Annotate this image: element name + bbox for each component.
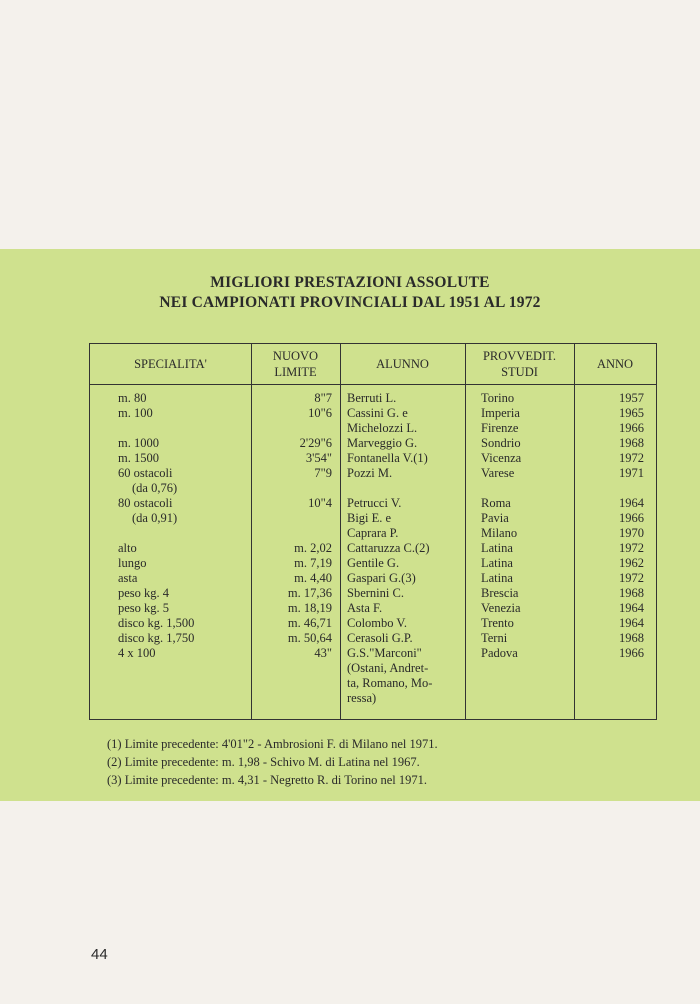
cell-limite: 43" xyxy=(314,646,332,660)
cell-anno: 1962 xyxy=(619,556,644,570)
cell-anno: 1966 xyxy=(619,646,644,660)
cell-provveditorato: Vicenza xyxy=(481,451,522,465)
cell-provveditorato: Latina xyxy=(481,556,513,570)
cell-anno: 1970 xyxy=(619,526,644,540)
header-provveditorato-line2: STUDI xyxy=(501,365,538,379)
cell-anno: 1964 xyxy=(619,601,644,615)
cell-anno: 1964 xyxy=(619,616,644,630)
header-anno: ANNO xyxy=(596,357,634,371)
cell-provveditorato: Varese xyxy=(481,466,515,480)
records-table xyxy=(89,343,657,720)
cell-provveditorato: Terni xyxy=(481,631,508,645)
cell-provveditorato: Brescia xyxy=(481,586,519,600)
cell-limite: m. 18,19 xyxy=(287,601,332,615)
cell-alunno: Gaspari G.(3) xyxy=(347,571,416,585)
cell-specialita: alto xyxy=(118,541,137,555)
cell-anno: 1966 xyxy=(619,511,644,525)
cell-limite: m. 46,71 xyxy=(287,616,332,630)
cell-specialita: lungo xyxy=(118,556,147,570)
cell-anno: 1971 xyxy=(619,466,644,480)
page-number: 44 xyxy=(91,946,108,963)
cell-specialita: 60 ostacoli xyxy=(118,466,173,480)
cell-limite: 10"6 xyxy=(308,406,332,420)
cell-provveditorato: Milano xyxy=(481,526,518,540)
header-specialita: SPECIALITA' xyxy=(134,357,207,371)
cell-provveditorato: Venezia xyxy=(481,601,521,615)
cell-provveditorato: Roma xyxy=(481,496,511,510)
cell-limite: m. 7,19 xyxy=(294,556,332,570)
header-alunno: ALUNNO xyxy=(376,357,429,371)
cell-provveditorato: Firenze xyxy=(481,421,519,435)
cell-specialita: (da 0,76) xyxy=(132,481,178,495)
cell-alunno: Sbernini C. xyxy=(347,586,404,600)
cell-limite: 10"4 xyxy=(308,496,332,510)
cell-specialita: 80 ostacoli xyxy=(118,496,173,510)
cell-alunno: Pozzi M. xyxy=(347,466,393,480)
cell-alunno: ta, Romano, Mo- xyxy=(347,676,433,690)
footnote-2: (2) Limite precedente: m. 1,98 - Schivo M. di Latina nel 1967. xyxy=(107,755,420,769)
cell-provveditorato: Imperia xyxy=(481,406,520,420)
cell-alunno: Cassini G. e xyxy=(347,406,408,420)
cell-provveditorato: Latina xyxy=(481,571,513,585)
cell-limite: m. 4,40 xyxy=(294,571,332,585)
cell-limite: m. 50,64 xyxy=(287,631,332,645)
cell-limite: m. 17,36 xyxy=(287,586,332,600)
cell-alunno: Caprara P. xyxy=(347,526,399,540)
cell-alunno: Bigi E. e xyxy=(347,511,392,525)
cell-alunno: Fontanella V.(1) xyxy=(347,451,428,465)
cell-specialita: peso kg. 5 xyxy=(118,601,170,615)
header-limite-line1: NUOVO xyxy=(272,349,319,363)
cell-specialita: m. 1500 xyxy=(118,451,159,465)
page-title-line1: MIGLIORI PRESTAZIONI ASSOLUTE xyxy=(210,274,490,291)
cell-alunno: Berruti L. xyxy=(347,391,397,405)
cell-anno: 1972 xyxy=(619,451,644,465)
column-divider xyxy=(465,344,466,719)
cell-alunno: Gentile G. xyxy=(347,556,400,570)
cell-limite: m. 2,02 xyxy=(294,541,332,555)
cell-provveditorato: Sondrio xyxy=(481,436,521,450)
cell-alunno: Cattaruzza C.(2) xyxy=(347,541,430,555)
cell-specialita: 4 x 100 xyxy=(118,646,156,660)
cell-alunno: Marveggio G. xyxy=(347,436,418,450)
cell-alunno: (Ostani, Andret- xyxy=(347,661,429,675)
cell-anno: 1957 xyxy=(619,391,644,405)
cell-specialita: m. 100 xyxy=(118,406,153,420)
cell-alunno: Colombo V. xyxy=(347,616,407,630)
cell-specialita: m. 80 xyxy=(118,391,147,405)
cell-anno: 1968 xyxy=(619,631,644,645)
footnote-3: (3) Limite precedente: m. 4,31 - Negretto R. di Torino nel 1971. xyxy=(107,773,427,787)
cell-provveditorato: Trento xyxy=(481,616,514,630)
column-divider xyxy=(340,344,341,719)
cell-anno: 1968 xyxy=(619,586,644,600)
cell-anno: 1972 xyxy=(619,571,644,585)
cell-specialita: peso kg. 4 xyxy=(118,586,170,600)
cell-limite: 2'29"6 xyxy=(299,436,332,450)
cell-provveditorato: Padova xyxy=(481,646,518,660)
header-provveditorato-line1: PROVVEDIT. xyxy=(482,349,557,363)
cell-alunno: G.S."Marconi" xyxy=(347,646,422,660)
cell-alunno: Michelozzi L. xyxy=(347,421,418,435)
cell-limite: 7"9 xyxy=(314,466,332,480)
cell-anno: 1968 xyxy=(619,436,644,450)
cell-alunno: Asta F. xyxy=(347,601,383,615)
cell-limite: 8"7 xyxy=(314,391,332,405)
cell-specialita: disco kg. 1,750 xyxy=(118,631,195,645)
cell-specialita: m. 1000 xyxy=(118,436,159,450)
cell-anno: 1965 xyxy=(619,406,644,420)
cell-anno: 1966 xyxy=(619,421,644,435)
cell-alunno: Cerasoli G.P. xyxy=(347,631,413,645)
header-divider xyxy=(90,384,656,385)
cell-alunno: Petrucci V. xyxy=(347,496,402,510)
header-limite-line2: LIMITE xyxy=(274,365,317,379)
cell-anno: 1964 xyxy=(619,496,644,510)
cell-specialita: (da 0,91) xyxy=(132,511,178,525)
cell-anno: 1972 xyxy=(619,541,644,555)
page-title-line2: NEI CAMPIONATI PROVINCIALI DAL 1951 AL 1972 xyxy=(159,294,541,311)
cell-limite: 3'54" xyxy=(305,451,332,465)
column-divider xyxy=(574,344,575,719)
cell-provveditorato: Pavia xyxy=(481,511,509,525)
cell-alunno: ressa) xyxy=(347,691,377,705)
footnote-1: (1) Limite precedente: 4'01"2 - Ambrosioni F. di Milano nel 1971. xyxy=(107,737,438,751)
cell-specialita: disco kg. 1,500 xyxy=(118,616,195,630)
cell-specialita: asta xyxy=(118,571,138,585)
cell-provveditorato: Latina xyxy=(481,541,513,555)
cell-provveditorato: Torino xyxy=(481,391,515,405)
